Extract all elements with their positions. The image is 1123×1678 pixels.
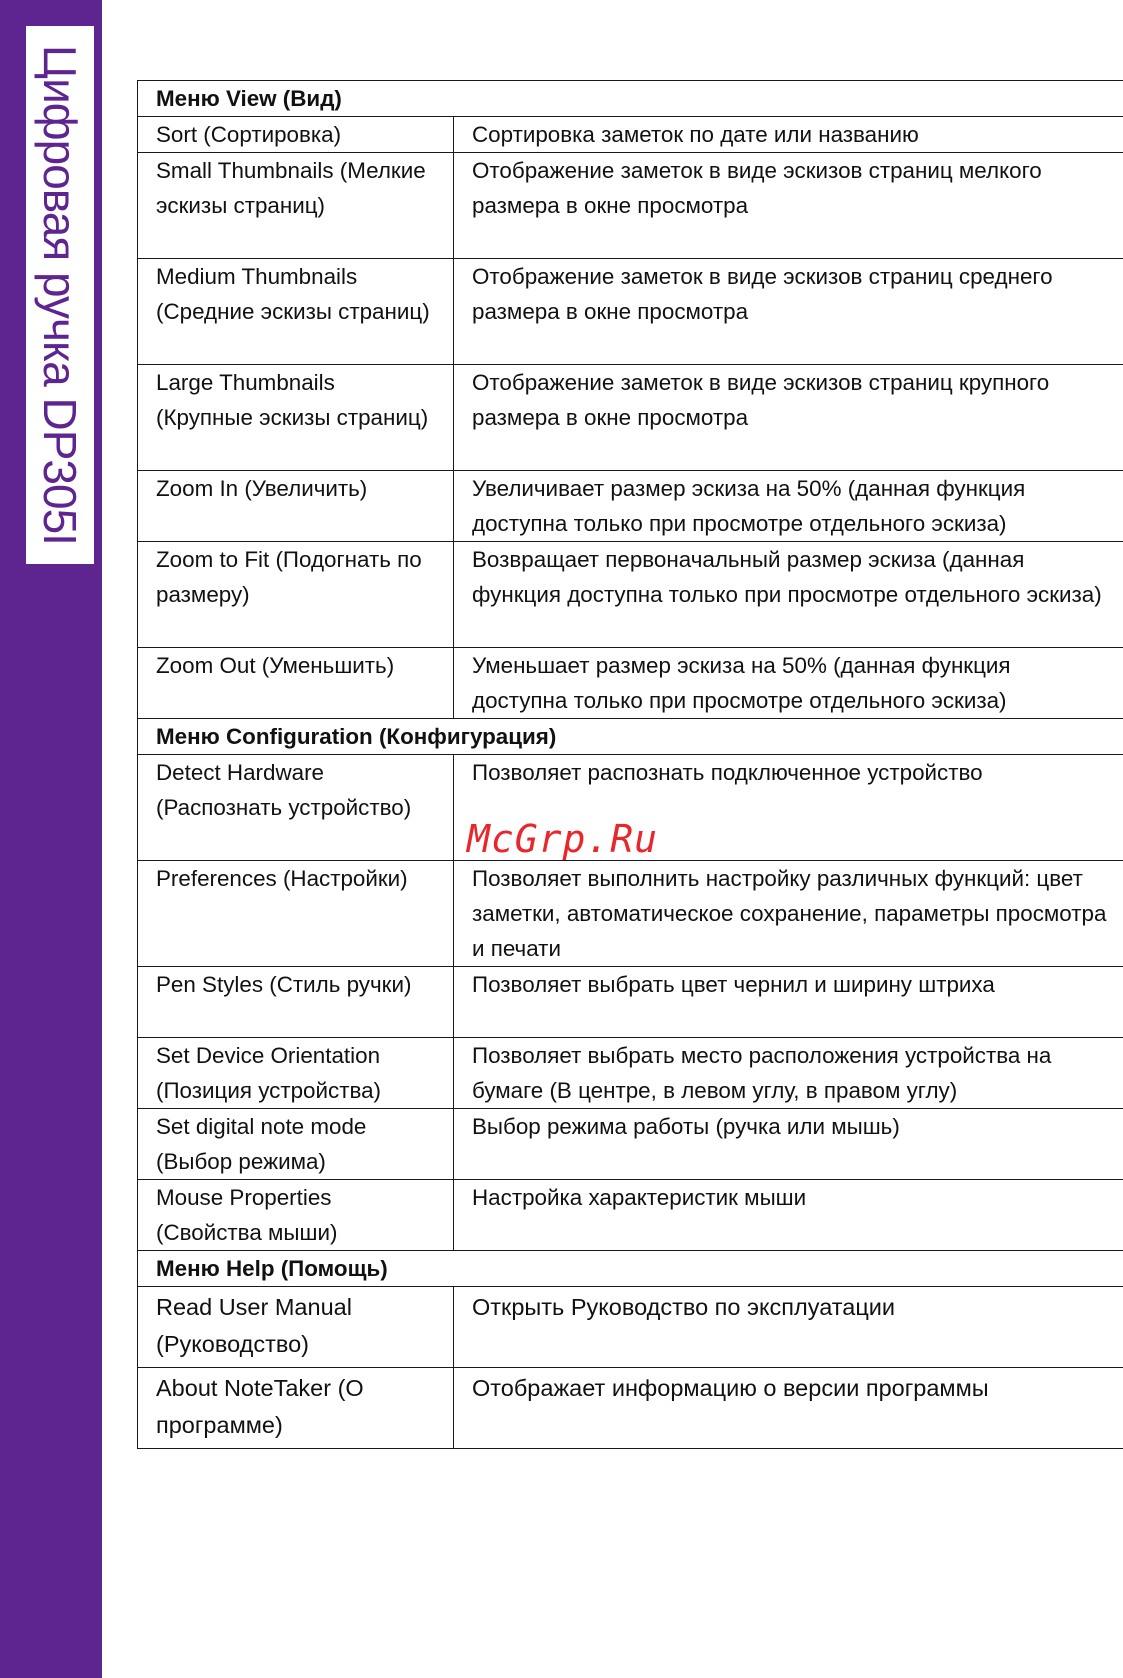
function-name: Pen Styles (Стиль ручки) <box>138 967 454 1038</box>
table-row <box>138 259 1123 365</box>
side-bar <box>0 0 102 1678</box>
function-description: Уменьшает размер эскиза на 50% (данная функция доступна только при просмотре отдельного эскиза) <box>454 648 1123 719</box>
section-title: Меню View (Вид) <box>138 81 1123 117</box>
function-description: Позволяет выполнить настройку различных функций: цвет заметки, автоматическое сохранение, параметры просмотра и печати <box>454 861 1123 967</box>
watermark-text: McGrp.Ru <box>467 817 659 861</box>
function-description: Возвращает первоначальный размер эскиза (данная функция доступна только при просмотре отдельного эскиза) <box>454 542 1123 648</box>
table-row <box>138 471 1123 542</box>
function-name: Medium Thumbnails (Средние эскизы страниц) <box>138 259 454 365</box>
menu-function-table <box>137 80 1123 1449</box>
function-description: Позволяет распознать подключенное устройство <box>454 755 1123 861</box>
table-row <box>138 365 1123 471</box>
function-name: Set Device Orientation (Позиция устройства) <box>138 1038 454 1109</box>
function-description: Выбор режима работы (ручка или мышь) <box>454 1109 1123 1180</box>
function-name: About NoteTaker (О программе) <box>138 1368 454 1449</box>
function-description: Отображение заметок в виде эскизов страниц крупного размера в окне просмотра <box>454 365 1123 471</box>
function-name: Mouse Properties (Свойства мыши) <box>138 1180 454 1251</box>
function-name: Small Thumbnails (Мелкие эскизы страниц) <box>138 153 454 259</box>
table-row <box>138 542 1123 648</box>
table-row <box>138 861 1123 967</box>
table-row <box>138 648 1123 719</box>
section-header-configuration <box>138 719 1123 755</box>
function-name: Zoom to Fit (Подогнать по размеру) <box>138 542 454 648</box>
section-title: Меню Configuration (Конфигурация) <box>138 719 1123 755</box>
table-row <box>138 117 1123 153</box>
table-row <box>138 1368 1123 1449</box>
function-name: Sort (Сортировка) <box>138 117 454 153</box>
table-row <box>138 967 1123 1038</box>
function-description: Отображение заметок в виде эскизов страниц мелкого размера в окне просмотра <box>454 153 1123 259</box>
function-name: Set digital note mode (Выбор режима) <box>138 1109 454 1180</box>
table-row <box>138 1180 1123 1251</box>
side-label-box <box>26 26 94 564</box>
function-description: Отображение заметок в виде эскизов страниц среднего размера в окне просмотра <box>454 259 1123 365</box>
table-row <box>138 1109 1123 1180</box>
function-description: Увеличивает размер эскиза на 50% (данная функция доступна только при просмотре отдельного эскиза) <box>454 471 1123 542</box>
function-name: Zoom Out (Уменьшить) <box>138 648 454 719</box>
function-description: Позволяет выбрать цвет чернил и ширину штриха <box>454 967 1123 1038</box>
section-header-view <box>138 81 1123 117</box>
function-description: Позволяет выбрать место расположения устройства на бумаге (В центре, в левом углу, в правом углу) <box>454 1038 1123 1109</box>
table-row <box>138 1038 1123 1109</box>
table-row <box>138 153 1123 259</box>
function-description: Сортировка заметок по дате или названию <box>454 117 1123 153</box>
function-name: Zoom In (Увеличить) <box>138 471 454 542</box>
section-title: Меню Help (Помощь) <box>138 1251 1123 1287</box>
function-name: Preferences (Настройки) <box>138 861 454 967</box>
function-name: Detect Hardware (Распознать устройство) <box>138 755 454 861</box>
function-description: Открыть Руководство по эксплуатации <box>454 1287 1123 1368</box>
section-header-help <box>138 1251 1123 1287</box>
table-row <box>138 1287 1123 1368</box>
product-title: Цифровая ручка DP305I <box>34 45 86 545</box>
function-description: Отображает информацию о версии программы <box>454 1368 1123 1449</box>
function-description: Настройка характеристик мыши <box>454 1180 1123 1251</box>
function-name: Large Thumbnails (Крупные эскизы страниц) <box>138 365 454 471</box>
function-name: Read User Manual (Руководство) <box>138 1287 454 1368</box>
